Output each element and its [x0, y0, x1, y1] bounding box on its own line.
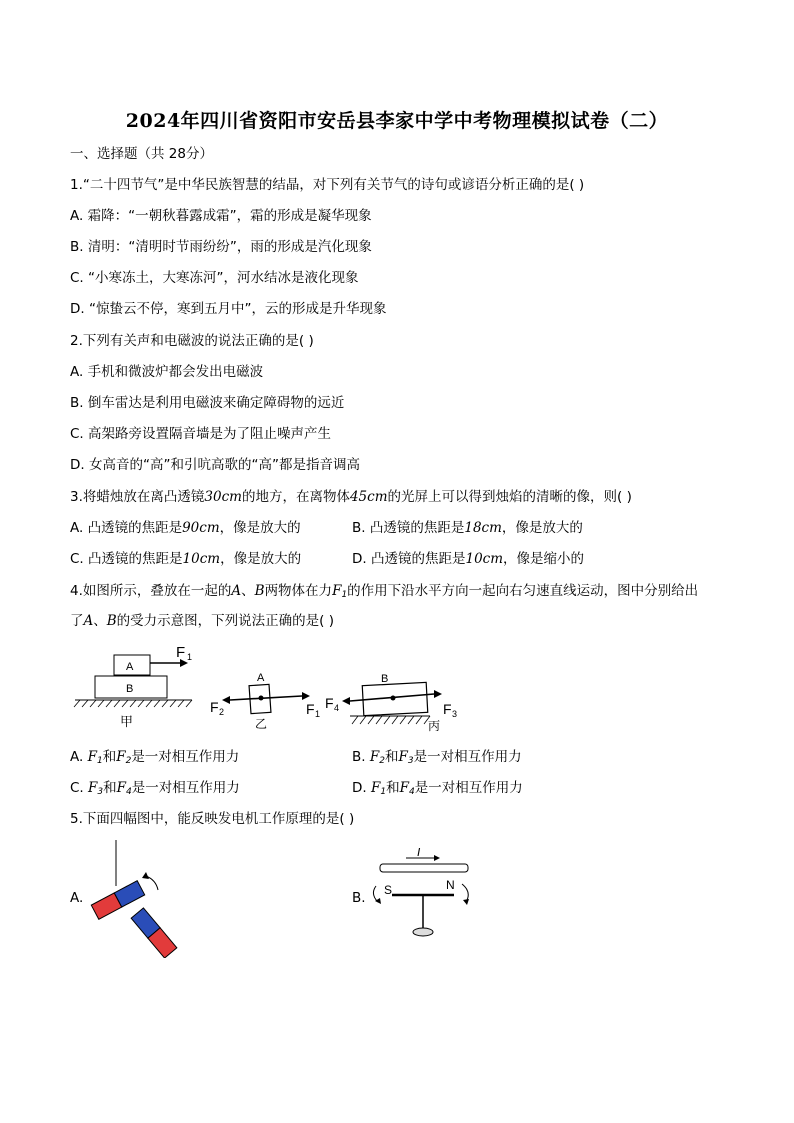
- pole-n-label: N: [446, 878, 455, 892]
- compass-base: [413, 928, 433, 936]
- q3-unit: cm: [367, 489, 388, 505]
- f3-label: F: [443, 701, 452, 717]
- f1-label: F: [306, 701, 315, 717]
- q4-stem-line-1: [70, 582, 698, 604]
- q1-option-d: D. “惊蛰云不停，寒到五月中”，云的形成是升华现象: [70, 301, 387, 317]
- q4-var-f: F: [116, 780, 126, 796]
- q4-var-f: F: [370, 780, 381, 796]
- q3-option-d: [352, 550, 584, 568]
- f3-subscript: 3: [452, 709, 458, 719]
- f4-subscript: 4: [334, 703, 340, 713]
- q3-a-text: A. 凸透镜的焦距是: [70, 520, 183, 536]
- q4-sub: 1: [380, 787, 387, 797]
- q3-a-text: ，像是放大的: [219, 520, 301, 536]
- q4-sub: 1: [96, 756, 103, 766]
- figure-label-yi: 乙: [255, 717, 268, 731]
- q1-option-b: B. 清明：“清明时节雨纷纷”，雨的形成是汽化现象: [70, 239, 372, 255]
- q3-unit: cm: [482, 551, 504, 567]
- q3-b-num: 18: [464, 520, 482, 536]
- f1-subscript: 1: [315, 709, 321, 719]
- block-a-label: A: [257, 672, 265, 684]
- arrow-head-icon: [302, 692, 310, 700]
- page-title: 2024年四川省资阳市安岳县李家中学中考物理模拟试卷（二）: [125, 110, 669, 132]
- q3-distance-1: 30: [204, 489, 222, 505]
- q3-stem-text: 的地方，在离物体: [241, 489, 350, 505]
- f2-label: F: [210, 699, 219, 715]
- q2-option-d: D. 女高音的“高”和引吭高歌的“高”都是指音调高: [70, 457, 360, 473]
- q4-sub: 2: [125, 756, 132, 766]
- q3-b-text: B. 凸透镜的焦距是: [352, 520, 465, 536]
- pole-s-label: S: [384, 883, 393, 897]
- q4-and: 和: [102, 749, 117, 765]
- q4-and: 和: [384, 749, 399, 765]
- q3-b-text: ，像是放大的: [501, 520, 583, 536]
- q4-sep: 、: [241, 583, 255, 599]
- q4-tail: 是一对相互作用力: [414, 780, 523, 796]
- q4-var-f: F: [369, 749, 380, 765]
- q4-d-label: D.: [352, 780, 371, 796]
- q4-sub: 2: [379, 756, 385, 766]
- current-label: I: [417, 848, 421, 859]
- q4-option-a: [70, 748, 239, 770]
- figure-label-jia: 甲: [120, 714, 134, 729]
- q3-option-c: [70, 550, 301, 568]
- q4-stem-text: 4.如图所示，叠放在一起的: [70, 583, 232, 599]
- q4-stem-text: 的受力示意图，下列说法正确的是( ): [116, 613, 334, 629]
- q3-a-num: 90: [182, 520, 200, 536]
- q3-c-text: C. 凸透镜的焦距是: [70, 551, 183, 567]
- q2-option-b: B. 倒车雷达是利用电磁波来确定障碍物的远近: [70, 395, 345, 411]
- figure-bing: [325, 673, 457, 733]
- q4-var-f: F: [88, 780, 98, 796]
- q4-var-f: F: [332, 583, 342, 599]
- q4-var-f: F: [116, 749, 126, 765]
- q3-d-text: ，像是缩小的: [503, 551, 585, 567]
- q4-var-a: A: [231, 583, 242, 599]
- q4-stem-line-2: [70, 612, 334, 630]
- q3-unit: cm: [199, 520, 220, 536]
- q3-unit: cm: [199, 551, 221, 567]
- q5-option-a-label: A.: [70, 890, 84, 906]
- q4-sub: 1: [341, 590, 348, 600]
- f1-label: F: [176, 644, 186, 661]
- q2-stem: 2.下列有关声和电磁波的说法正确的是( ): [70, 333, 314, 349]
- q4-var-f: F: [398, 749, 408, 765]
- q4-c-label: C.: [70, 780, 89, 796]
- block-a-label: A: [126, 661, 134, 673]
- q4-var-b: B: [106, 613, 117, 629]
- f2-subscript: 2: [219, 707, 225, 717]
- q4-option-b: [352, 748, 522, 770]
- q4-stem-text: 了: [70, 613, 84, 629]
- q5-stem: 5.下面四幅图中，能反映发电机工作原理的是( ): [70, 811, 355, 827]
- q3-stem-text: 3.将蜡烛放在离凸透镜: [70, 489, 205, 505]
- q4-sub: 4: [408, 787, 415, 797]
- q4-sub: 4: [126, 787, 132, 797]
- q4-stem-text: 的作用下沿水平方向一起向右匀速直线运动，图中分别给出: [347, 583, 699, 599]
- q4-var-a: A: [83, 613, 94, 629]
- arrow-head-icon: [222, 696, 230, 704]
- q3-c-num: 10: [182, 551, 200, 567]
- q3-distance-2: 45: [349, 489, 368, 505]
- block-b-label: B: [126, 683, 134, 695]
- q3-option-a: [70, 519, 301, 537]
- current-arrow-icon: [434, 855, 440, 861]
- q3-stem-text: 的光屏上可以得到烛焰的清晰的像，则( ): [387, 489, 632, 505]
- q1-option-c: C. “小寒冻土，大寒冻河”，河水结冰是液化现象: [70, 270, 359, 286]
- q4-force-diagrams: [70, 640, 470, 738]
- q3-c-text: ，像是放大的: [220, 551, 302, 567]
- block-b-label: B: [381, 673, 389, 685]
- f1-subscript: 1: [187, 652, 193, 662]
- q3-stem: [70, 488, 632, 506]
- q2-option-c: C. 高架路旁设置隔音墙是为了阻止噪声产生: [70, 426, 332, 442]
- q3-unit: cm: [481, 520, 502, 536]
- arrow-head-icon: [342, 697, 350, 705]
- wire-conductor: [380, 864, 468, 872]
- q4-tail: 是一对相互作用力: [131, 749, 240, 765]
- q5-option-b-label: B.: [352, 890, 366, 906]
- rotation-arrow-icon: [142, 872, 149, 879]
- q4-sub: 3: [97, 787, 104, 797]
- q5-figure-b: [370, 848, 480, 943]
- q4-tail: 是一对相互作用力: [413, 749, 522, 765]
- figure-jia: [74, 644, 192, 729]
- q4-b-label: B.: [352, 749, 370, 765]
- q4-and: 和: [103, 780, 117, 796]
- arrow-head-icon: [434, 690, 442, 698]
- f4-label: F: [325, 695, 334, 711]
- q4-var-f: F: [399, 780, 409, 796]
- q4-var-b: B: [254, 583, 265, 599]
- q3-d-num: 10: [465, 551, 483, 567]
- q3-option-b: [352, 519, 583, 537]
- ground-hatch: [352, 716, 430, 724]
- q4-a-label: A.: [70, 749, 88, 765]
- q1-stem: 1.“二十四节气”是中华民族智慧的结晶，对下列有关节气的诗句或谚语分析正确的是( ): [70, 177, 585, 193]
- figure-label-bing: 丙: [428, 719, 441, 733]
- q3-d-text: D. 凸透镜的焦距是: [352, 551, 466, 567]
- magnet-lower: [131, 908, 177, 958]
- q4-option-d: [352, 779, 523, 801]
- rotation-arrow-icon: [463, 899, 469, 905]
- q4-option-c: [70, 779, 240, 801]
- q1-option-a: A. 霜降：“一朝秋暮露成霜”，霜的形成是凝华现象: [70, 208, 372, 224]
- q4-and: 和: [386, 780, 400, 796]
- ground-hatch: [74, 700, 192, 707]
- q2-option-a: A. 手机和微波炉都会发出电磁波: [70, 364, 264, 380]
- q4-tail: 是一对相互作用力: [131, 780, 240, 796]
- figure-yi: [210, 672, 320, 731]
- q4-stem-text: 两物体在力: [264, 583, 333, 599]
- q4-sub: 3: [407, 756, 414, 766]
- q4-var-f: F: [87, 749, 97, 765]
- q5-figure-a: [88, 838, 188, 958]
- section-heading: 一、选择题（共 28分）: [70, 146, 213, 162]
- q4-sep: 、: [93, 613, 107, 629]
- q3-unit: cm: [221, 489, 242, 505]
